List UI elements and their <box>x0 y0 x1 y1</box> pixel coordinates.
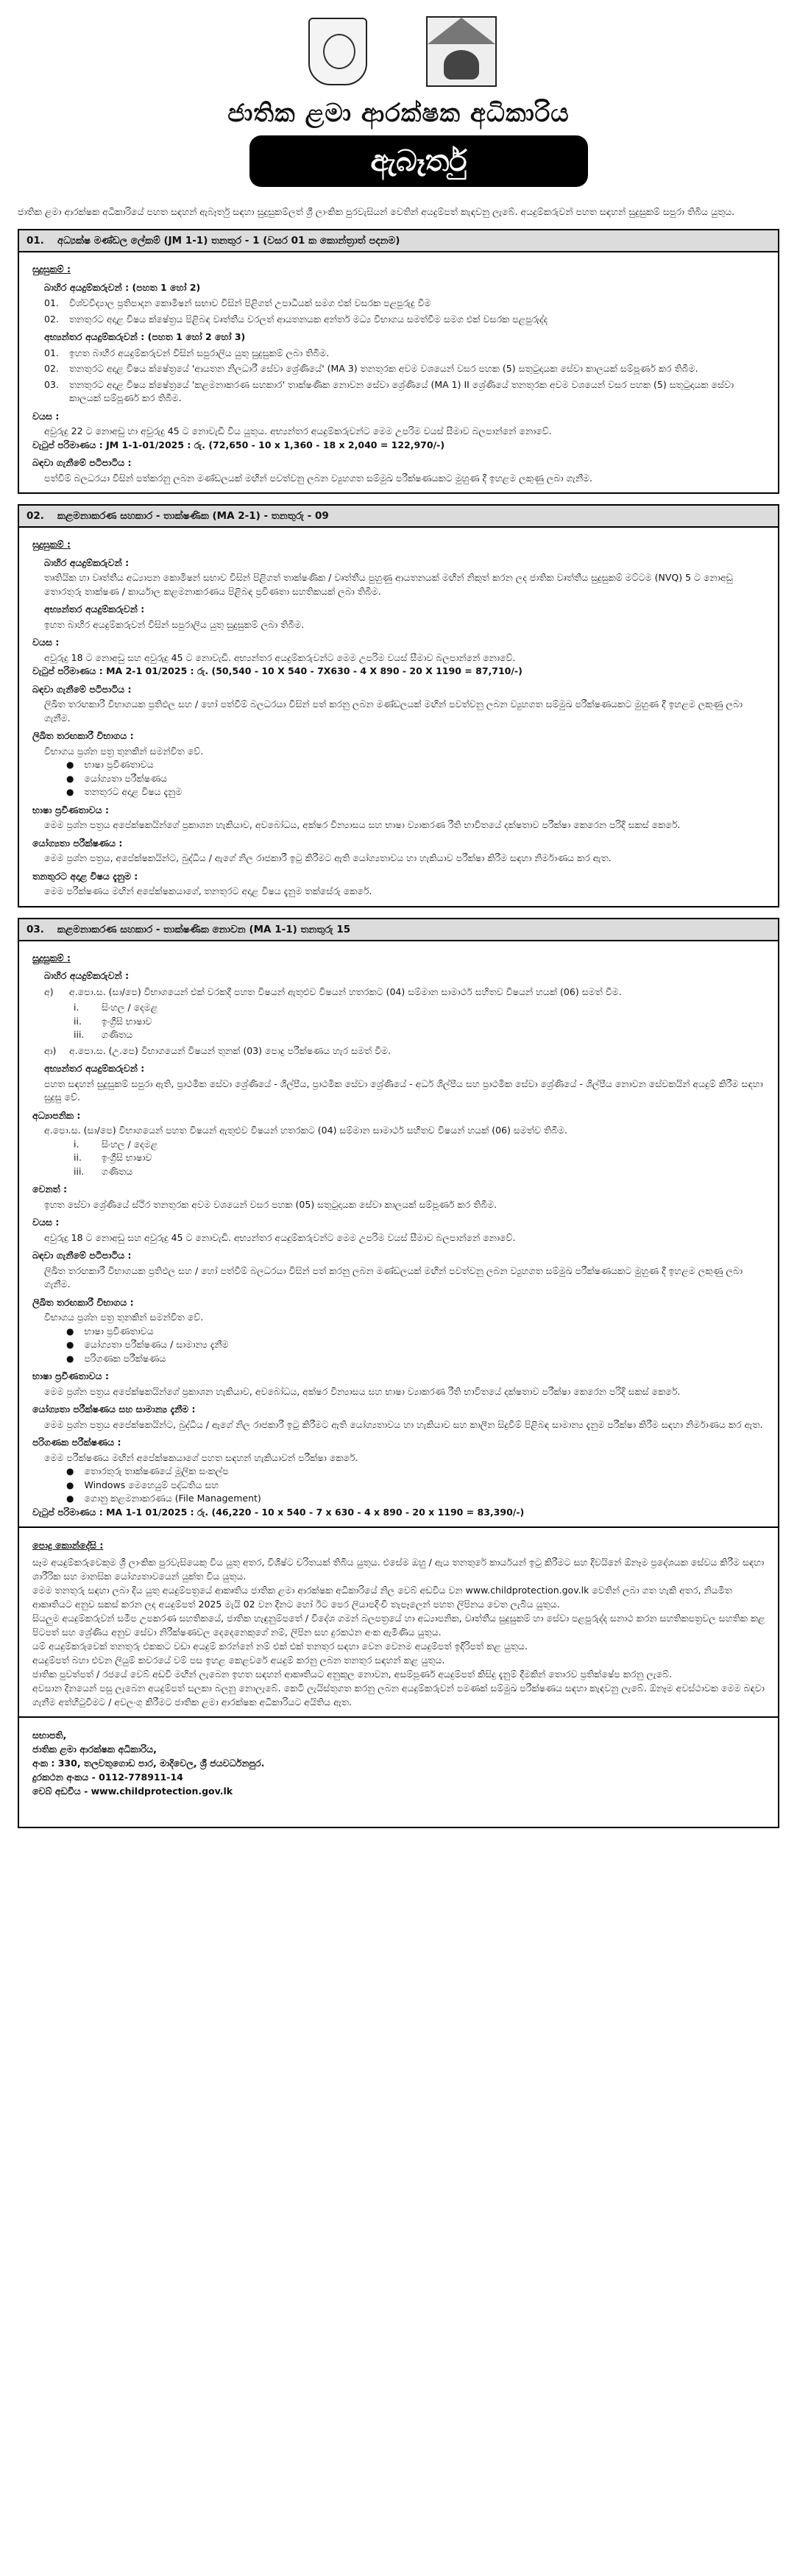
header <box>18 10 779 194</box>
language-text: මෙම ප්‍රශ්න පත්‍රය අපේක්ෂකයින්ගේ ප්‍රකාශන හැකියාව, අවබෝධය, අක්ෂර වින්‍යාසය සහ භාෂා ව්‍යාකරණ රීති භාවිතයේ දක්ෂතාව පරීක්ෂා කෙරෙන පරිදි සකස් කෙරේ. <box>44 1385 681 1397</box>
list-item: ● භාෂා ප්‍රවීණතාවය <box>66 758 768 772</box>
footer-contact <box>18 1718 779 1828</box>
external-text: තෘතියික හා වෘත්තීය අධ්‍යාපන කොමිෂන් සභාව විසින් පිළිගත් තාක්ෂණික / වෘත්තීය පුහුණු ආයතනයක් මඟින් නිකුත් කරන ලද ජාතික වෘත්තීය සුදුසුකම් මට්ටම (NVQ) 5 ට නොඅඩු තොරතුරු තාක්ෂණ / කාර්යාල කළමනාකරණය පිළිබඳ ප්‍රවීණතා සහතිකයක් ලබා තිබීම. <box>44 572 733 597</box>
language-label: භාෂා ප්‍රවීණතාවය : <box>32 804 109 815</box>
internal-applicants-label: අභ්‍යන්තර අයදුම්කරුවන් : <box>44 604 145 615</box>
age-text: අවුරුදු 18 ට නොඅඩු සහ අවුරුදු 45 ට නොවැඩි. අභ්‍යන්තර අයදුම්කරුවන්ට මෙම උපරිම වයස් සීමාව බලපාන්නේ නොවේ. <box>44 651 516 663</box>
exam-text: විභාගය ප්‍රශ්න පත්‍ර තුනකින් සමන්විත වේ. <box>44 745 204 757</box>
list-item: i. සිංහල / දෙමළ <box>74 1002 158 1013</box>
list-item: අයදුම්පත් බහා එවන ලියුම් කවරයේ වම් පස ඉහළ කෙළවරේ අයදුම් කරනු ලබන තනතුර සඳහන් කළ යුතුය. <box>32 1655 445 1666</box>
organization-title: ජාතික ළමා ආරක්ෂක අධිකාරිය <box>227 99 570 128</box>
list-item: ● පරිගණක පරීක්ෂණය <box>66 1352 768 1366</box>
exam-label: ලිඛිත තරඟකාරී විභාගය : <box>32 730 134 741</box>
phone: දුරකථන අංකය - 0112-778911-14 <box>32 1772 183 1783</box>
other-text: ඉහත සේවා ශ්‍රේණියේ ස්ථිර තනතුරක අවම වශයෙන් වසර පහක (05) සතුටුදායක සේවා කාලයක් සම්පූර්ණ කර තිබීම. <box>44 1198 497 1210</box>
recruitment-label: බඳවා ගැනීමේ පටිපාටිය : <box>32 457 132 468</box>
list-item: iii. ගණිතය <box>74 1165 133 1177</box>
subject-knowledge-label: තනතුරට අදාළ විෂය දැනුම : <box>32 870 138 882</box>
organization-name: ජාතික ළමා ආරක්ෂක අධිකාරිය, <box>32 1744 157 1755</box>
internal-applicants-label: අභ්‍යන්තර අයදුම්කරුවන් : (පහත 1 හෝ 2 හෝ 3) <box>44 331 246 342</box>
list-item: iii. ගණිතය <box>74 1029 133 1040</box>
list-item: ● ගොනු කළමනාකරණය (File Management) <box>66 1492 768 1506</box>
exam-text: විභාගය ප්‍රශ්න පත්‍ර තුනකින් සමන්විත වේ. <box>44 1312 204 1323</box>
section-1 <box>18 229 779 494</box>
list-item: 02. තනතුරට අදාළ විෂය ක්ෂේත්‍රයේ 'ආයතන නිලධාරී සේවා ශ්‍රේණියේ' (MA 3) තනතුරක අවම වශයෙන් වසර පහක (5) සතුටුදායක සේවා කාලයක් සම්පූර්ණ කර තිබීම. <box>44 363 698 374</box>
ncpa-logo-icon <box>426 16 497 87</box>
section-1-header <box>19 230 778 252</box>
list-item: ● භාෂා ප්‍රවීණතාවය <box>66 1325 768 1339</box>
general-conditions-label: පොදු කොන්දේසි : <box>32 1540 104 1551</box>
internal-text: ඉහත බාහිර අයදුම්කරුවන් විසින් සපුරාලිය යුතු සුදුසුකම් ලබා තිබීම. <box>44 618 305 630</box>
recruitment-text: ලිඛිත තරඟකාරී විභාගයක ප්‍රතිඵල සහ / හෝ පත්වීම් බලධරයා විසින් පත් කරනු ලබන මණ්ඩලයක් මඟින් පවත්වනු ලබන ව්‍යුහගත සම්මුඛ පරීක්ෂණයකට මුහුණ දී ඉහළම ලකුණු ලබා ගැනීම. <box>44 698 743 723</box>
exam-label: ලිඛිත තරඟකාරී විභාගය : <box>32 1296 134 1308</box>
section-3-title: කළමනාකරණ සහකාර - තාක්ෂණික නොවන (MA 1-1) තනතුරු 15 <box>57 923 351 935</box>
recruitment-text: පත්වීම් බලධරයා විසින් පත්කරනු ලබන මණ්ඩලයක් මඟින් පවත්වනු ලබන ව්‍යුහගත සම්මුඛ පරීක්ෂණයකට මුහුණ දී ඉහළම ලකුණු ලබා ගැනීම. <box>44 472 592 484</box>
list-item: මෙම තනතුරු සඳහා ලබා දිය යුතු අයදුම්පත්‍රයේ ආකෘතිය ජාතික ළමා ආරක්ෂක අධිකාරියේ නිල වෙබ් අඩවිය වන www.childprotection.gov.lk වෙතින් ලබා ගත හැකි අතර, නියමිත ආකෘතියට අනුව සකස් කරන ලද අයදුම්පත් 2025 මැයි 02 වන දිනට හෝ ඊට පෙර ලියාපදිංචි තැපෑලෙන් පහත ලිපිනය වෙත ලැබිය යුතුය. <box>32 1585 732 1610</box>
list-item: සියලුම අයදුම්කරුවන් සමීප උපකරණ සහතිකයේ, ජාතික හැඳුනුම්පතේ / විදේශ ගමන් බලපත්‍රයේ හා අධ්‍යාපනික, වෘත්තීය සුදුසුකම් හා සේවා පළපුරුද්ද සනාථ කරන සහතිකපත්‍රවල සහතික කළ පිටපත් සහ ශ්‍රේණිය අනුව සේවා නිරීක්ෂණවල දෙදෙනෙකුගේ නම්, ලිපින සහ දුරකථන අංක ඇමිණිය යුතුය. <box>32 1613 765 1638</box>
vacancies-banner: ඇබෑර්තු <box>249 135 588 187</box>
list-item: ii. ඉංග්‍රීසි භාෂාව <box>74 1152 152 1163</box>
aptitude-text: මෙම ප්‍රශ්න පත්‍රය, අපේක්ෂකයින්ට, බුද්ධිය / ඇගේ නිල රාජකාරී ඉටු කිරීමට ඇති යෝග්‍යතාවය හා හැකියාව පරීක්ෂා කිරීම සඳහා නිර්මාණය කර ඇත. <box>44 852 612 863</box>
national-emblem-icon <box>308 18 367 85</box>
aptitude-label: යෝග්‍යතා පරීක්ෂණය සහ සාමාන්‍ය දැනීම : <box>32 1404 196 1415</box>
language-label: භාෂා ප්‍රවීණතාවය : <box>32 1370 109 1381</box>
section-1-title: අධ්‍යක්ෂ මණ්ඩල ලේකම් (JM 1-1) තනතුර - 1 (වසර 01 ක කොන්ත්‍රාත් පදනම) <box>57 235 400 247</box>
salary-scale: වැටුප් පරිමාණය : MA 1-1 01/2025 : රු. (46,220 - 10 x 540 - 7 x 630 - 4 x 890 - 20 x 1190 = 83,390/-) <box>32 1506 525 1518</box>
other-label: වෙනත් : <box>32 1183 68 1195</box>
list-item: සෑම අයදුම්කරුවෙකුම ශ්‍රී ලාංකික පුරවැසියෙකු විය යුතු අතර, විශිෂ්ට චරිතයක් තිබිය යුතුය. එසේම ඔහු / ඇය තනතුරේ කාර්යයන් ඉටු කිරීමට සහ දිවයිනේ ඕනෑම ප්‍රදේශයක සේවය කිරීම සඳහා ශාරීරික සහ මානසික යෝග්‍යතාවයෙන් යුක්ත විය යුතුය. <box>32 1557 765 1582</box>
aptitude-text: මෙම ප්‍රශ්න පත්‍රය අපේක්ෂකයින්ට, බුද්ධිය / ඇගේ නිල රාජකාරී ඉටු කිරීමට ඇති යෝග්‍යතාවය හා හැකියාව සහ කාලීන සිදුවීම් පිළිබඳ සාමාන්‍ය දැනුම පරීක්ෂා කිරීම සඳහා නිර්මාණය කර ඇත. <box>44 1418 763 1430</box>
age-text: අවුරුදු 18 ට නොඅඩු සහ අවුරුදු 45 ට නොවැඩි. අභ්‍යන්තර අයදුම්කරුවන්ට මෙම උපරිම වයස් සීමාව බලපාන්නේ නොවේ. <box>44 1231 516 1243</box>
age-label: වයස : <box>32 1217 60 1228</box>
list-item: ● තනතුරට අදාළ විෂය දැනුම <box>66 785 768 799</box>
external-applicants-label: බාහිර අයදුම්කරුවන් : <box>44 556 130 568</box>
recruitment-text: ලිඛිත තරඟකාරී විභාගයක ප්‍රතිඵල සහ / හෝ පත්වීම් බලධරයා විසින් පත් කරනු ලබන මණ්ඩලයක් මඟින් පවත්වනු ලබන ව්‍යුහගත සම්මුඛ පරීක්ෂණයකට මුහුණ දී ඉහළම ලකුණු ලබා ගැනීම. <box>44 1264 743 1289</box>
list-item: 01. විශ්වවිද්‍යාල ප්‍රතිපාදන කොමිෂන් සභාව විසින් පිළිගත් උපාධියක් සමග එක් වසරක පළපුරුදු වීම <box>44 297 431 308</box>
section-3-number: 03. <box>26 923 44 935</box>
qualifications-label: සුදුසුකම් : <box>32 263 71 275</box>
address: අංක : 330, තලවතුගොඩ පාර, මාදිවෙල, ශ්‍රී ජයවර්ධනපුර. <box>32 1758 265 1769</box>
list-item: ජාතික පුවත්පත් / රජයේ වෙබ් අඩවි මඟින් ලැබෙන ඉහත සඳහන් ආකෘතියට අනුකූල නොවන, අසම්පූර්ණ අයදුම්පත් කිසිදු දැනුම් දීමකින් තොරව ප්‍රතික්ෂේප කරනු ලැබේ. <box>32 1669 673 1680</box>
list-item: ● යෝග්‍යතා පරීක්ෂණය / සාමාන්‍ය දැනීම <box>66 1338 768 1352</box>
computer-test-label: පරිගණක පරීක්ෂණය : <box>32 1437 121 1448</box>
section-2-header <box>19 506 778 528</box>
internal-applicants-label: අභ්‍යන්තර අයදුම්කරුවන් : <box>44 1063 145 1074</box>
list-item: 02. තනතුරට අදාළ විෂය ක්ෂේත්‍රය පිළිබඳ වෘත්තීය වරලත් ආයතනයක අන්තර් මධ්‍ය විභාගය සමත්වීම සමග එක් වසරක පළපුරුද්ද <box>44 313 548 325</box>
list-item: ● යෝග්‍යතා පරීක්ෂණය <box>66 772 768 786</box>
section-2 <box>18 504 779 907</box>
age-text: අවුරුදු 22 ට නොඅඩු හා අවුරුදු 45 ට නොවැඩි විය යුතුය. අභ්‍යන්තර අයදුම්කරුවන්ට මෙම උපරිම වයස් සීමාව බලපාන්නේ නොවේ. <box>44 425 552 436</box>
computer-test-text: මෙම පරීක්ෂණය මඟින් අපේක්ෂකයාගේ පහත සඳහන් හැකියාවන් පරීක්ෂා කෙරේ. <box>44 1451 358 1463</box>
list-item: 03. තනතුරට අදාළ විෂය ක්ෂේත්‍රයේ 'කළමනාකරණ සහකාර' තාක්ෂණික නොවන සේවා ශ්‍රේණියේ (MA 1) II ශ්‍රේණියේ තනතුරක අවම වශයෙන් වසර පහක (5) සතුටුදායක සේවා කාලයක් සම්පූර්ණ කර තිබීම. <box>44 378 734 403</box>
aptitude-label: යෝග්‍යතා පරීක්ෂණය : <box>32 837 123 849</box>
list-item: අවසාන දිනයෙන් පසු ලැබෙන අයදුම්පත් සලකා බලනු නොලැබේ. කෙටි ලැයිස්තුගත කරනු ලබන අයදුම්කරුවන් පමණක් සම්මුඛ පරීක්ෂණය සඳහා කැඳවනු ලැබේ. ඕනෑම අවස්ථාවක මෙම බඳවා ගැනීම අත්හිටුවීමට / අවලංගු කිරීමට ජාතික ළමා ආරක්ෂක අධිකාරියට අයිතිය ඇත. <box>32 1682 765 1708</box>
recruitment-label: බඳවා ගැනීමේ පටිපාටිය : <box>32 683 132 695</box>
list-item: ii. ඉංග්‍රීසි භාෂාව <box>74 1015 152 1027</box>
signatory: සභාපති, <box>32 1730 67 1741</box>
education-text: අ.පො.ස. (සා/පෙ) විභාගයෙන් පහත විෂයන් ඇතුළුව විෂයන් හතරකට (04) සම්මාන සාමාර්ථ සහිතව විෂයන් හයක් (06) සමත්ව තිබීම. <box>44 1125 568 1136</box>
external-applicants-label: බාහිර අයදුම්කරුවන් : <box>44 970 130 981</box>
intro-text: ජාතික ළමා ආරක්ෂක අධිකාරියේ පහත සඳහන් ඇබෑර්තු සඳහා සුදුසුකම්ලත් ශ්‍රී ලාංකික පුරවැසියන් වෙතින් අයදුම්පත් කැඳවනු ලැබේ. අයදුම්කරුවන් පහත සඳහන් සුදුසුකම් සපුරා තිබිය යුතුය. <box>18 206 735 217</box>
qualifications-label: සුදුසුකම් : <box>32 539 71 550</box>
advertisement-page <box>18 0 779 1828</box>
salary-scale: වැටුප් පරිමාණය : MA 2-1 01/2025 : රු. (50,540 - 10 X 540 - 7X630 - 4 X 890 - 20 X 1190 = 87,710/-) <box>32 665 523 676</box>
external-applicants-label: බාහිර අයදුම්කරුවන් : (පහත 1 හෝ 2) <box>44 281 201 293</box>
list-item: යම් අයදුම්කරුවෙක් තනතුරු එකකට වඩා අයදුම් කරන්නේ නම් එක් එක් තනතුර සඳහා වෙන වෙනම අයදුම්පත් ඉදිරිපත් කළ යුතුය. <box>32 1641 528 1652</box>
salary-scale: වැටුප් පරිමාණය : JM 1-1-01/2025 : රු. (72,650 - 10 x 1,360 - 18 x 2,040 = 122,970/-) <box>32 439 445 450</box>
subject-knowledge-text: මෙම පරීක්ෂණය මඟින් අපේක්ෂකයාගේ, තනතුරට අදාළ විෂය දැනුම තක්සේරු කෙරේ. <box>44 885 372 896</box>
section-3 <box>18 918 779 1529</box>
education-label: අධ්‍යාපනික : <box>32 1109 81 1121</box>
list-item: ආ) අ.පො.ස. (උ.පෙ) විභාගයෙන් විෂයන් තුනක් (03) පොදු පරීක්ෂණය හැර සමත් වීම. <box>44 1044 392 1056</box>
qualifications-label: සුදුසුකම් : <box>32 952 71 963</box>
general-conditions <box>18 1528 779 1718</box>
list-item: i. සිංහල / දෙමළ <box>74 1138 158 1150</box>
list-item: 01. ඉහත බාහිර අයදුම්කරුවන් විසින් සපුරාලිය යුතු සුදුසුකම් ලබා තිබීම. <box>44 347 330 358</box>
age-label: වයස : <box>32 637 60 648</box>
section-1-number: 01. <box>26 235 44 247</box>
internal-text: පහත සඳහන් සුදුසුකම් සපුරා ඇති, ප්‍රාථමික සේවා ශ්‍රේණියේ - ශිල්පීය, ප්‍රාථමික සේවා ශ්‍රේණියේ - අර්ධ ශිල්පීය සහ ප්‍රාථමික සේවා ශ්‍රේණියේ - ශිල්පීය නොවන සේවකයින් අයදුම් කිරීම සඳහා සුදුසු වේ. <box>44 1078 763 1103</box>
website: වෙබ් අඩවිය - www.childprotection.gov.lk <box>32 1786 233 1797</box>
section-2-title: කළමනාකරණ සහකාර - තාක්ෂණික (MA 2-1) - තනතුරු - 09 <box>57 510 329 522</box>
list-item: ● Windows මෙහෙයුම් පද්ධතිය සහ <box>66 1479 768 1493</box>
recruitment-label: බඳවා ගැනීමේ පටිපාටිය : <box>32 1250 132 1261</box>
age-label: වයස : <box>32 410 60 422</box>
language-text: මෙම ප්‍රශ්න පත්‍රය අපේක්ෂකයින්ගේ ප්‍රකාශන හැකියාව, අවබෝධය, අක්ෂර වින්‍යාසය සහ භාෂා ව්‍යාකරණ රීති භාවිතයේ දක්ෂතාව පරීක්ෂා කෙරෙන පරිදි සකස් කෙරේ. <box>44 819 681 830</box>
section-2-number: 02. <box>26 510 44 522</box>
list-item: අ) අ.පො.ස. (සා/පෙ) විභාගයෙන් එක් වරකදී පහත විෂයන් ඇතුළුව විෂයන් හතරකට (04) සම්මාන සාමාර්ථ සහිතව විෂයන් හයක් (06) සමත් වීම. <box>44 986 622 997</box>
section-3-header <box>19 919 778 941</box>
list-item: ● තොරතුරු තාක්ෂණයේ මූලික සංකල්ප <box>66 1465 768 1479</box>
